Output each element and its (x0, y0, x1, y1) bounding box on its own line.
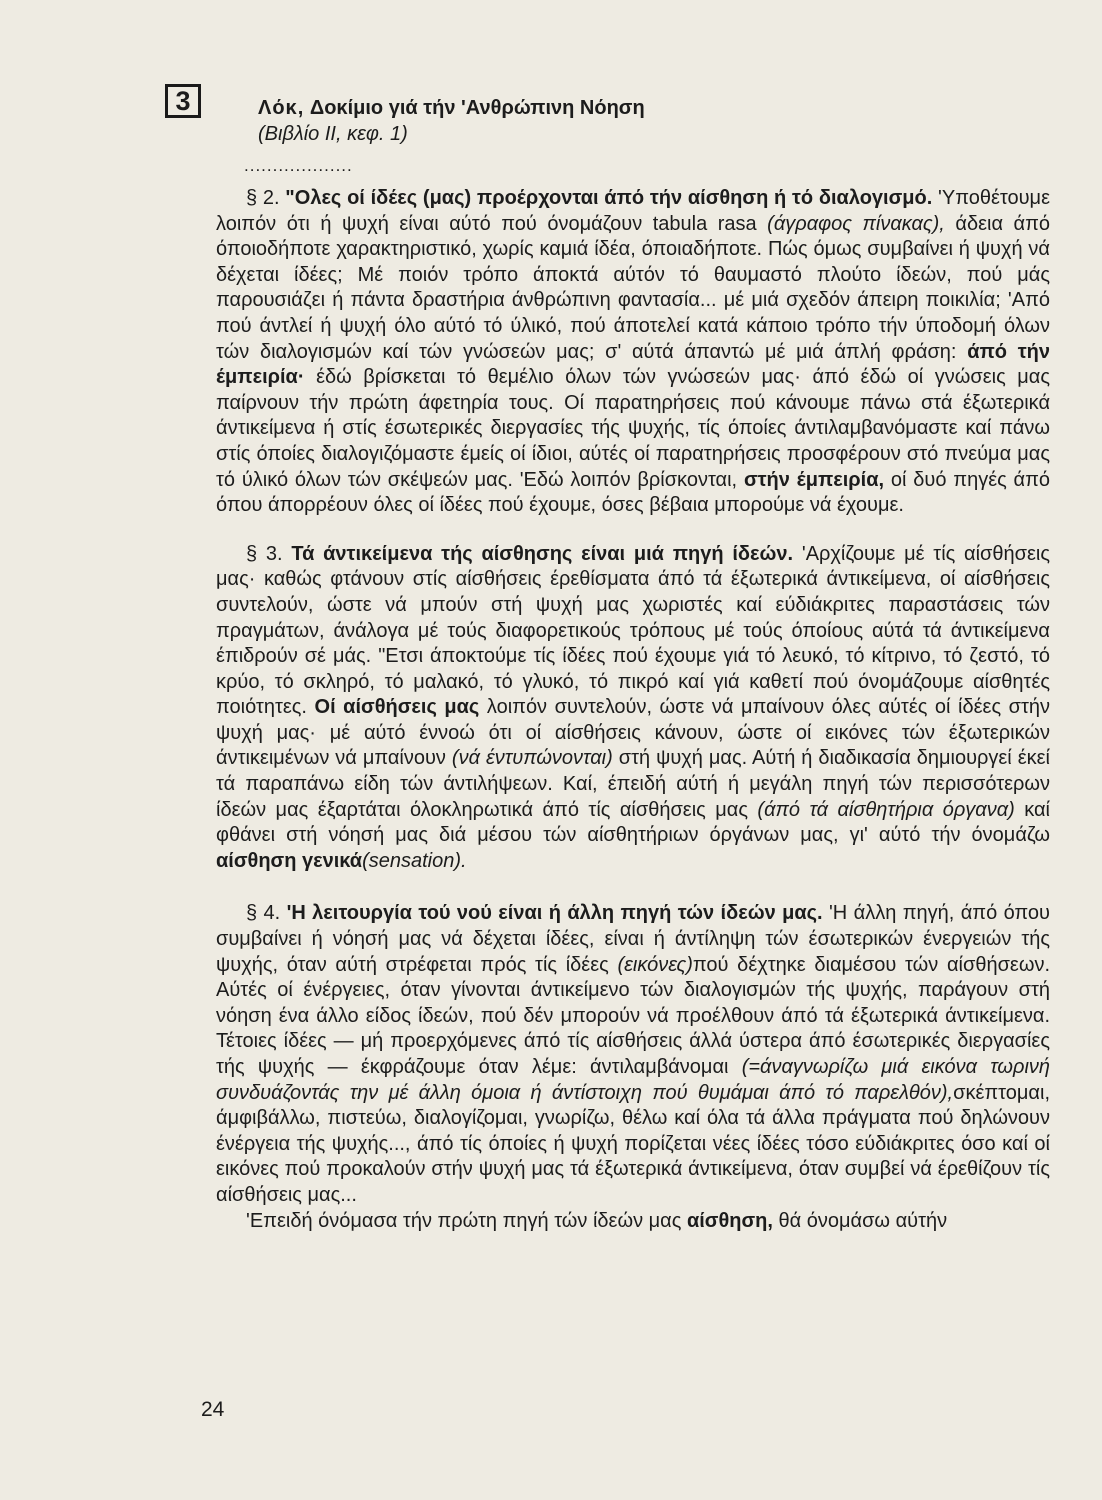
section-3-number: § 3. (246, 542, 283, 565)
section-3-bold-phrase: Οί αίσθήσεις μας (314, 696, 480, 719)
continuation-text: 'Επειδή όνόμασα τήν πρώτη πηγή τών ίδεών μας (246, 1209, 682, 1232)
section-2-text: άδεια άπό όποιοδήποτε χαρακτηριστικό, χωρίς καμιά ίδέα, όποιαδήποτε. Πώς όμως συμβαίνει ή ψυχή νά δέχεται ίδέες; Μέ ποιόν τρόπο άποκτά αύτόν τό θαυμαστό πλούτο ίδεών, πού μάς παρουσιάζει ή πάντα δραστήρια άνθρώπινη φαντασία... μέ μιά σχεδόν άπειρη ποικιλία; 'Από πού άντλεί ή ψυχή όλο αύτό τό ύλικό, πού άποτελεί κατά κάποιο τρόπο τήν ύποδομή όλων τών διαλογισμών καί τών γνώσεών μας; σ' αύτά άπαντώ μέ μιά άπλή φράση: (216, 212, 1051, 363)
section-3-text: λοιπόν συντελούν, ώστε νά μπαίνουν όλες αύτές οί ίδέες στήν ψυχή μας· μέ αύτό έννοώ ότι οί αίσθήσεις κάνουν, ώστε οί εικόνες τών έξωτερικών άντικειμένων νά μπαίνουν (216, 696, 1050, 770)
section-4-number: § 4. (246, 902, 281, 925)
section-3-heading: Τά άντικείμενα τής αίσθησης είναι μιά πηγή ίδεών. (291, 542, 794, 565)
section-number-box: 3 (165, 84, 201, 118)
section-2-bold-phrase: άπό τήν έμπειρία· (216, 340, 1051, 389)
section-4-italic: (εικόνες) (617, 953, 693, 976)
section-3-italic: (νά έντυπώνονται) (451, 747, 613, 770)
section-2-number: § 2. (246, 187, 280, 209)
section-2-bold-phrase: στήν έμπειρία, (743, 468, 885, 491)
section-2-heading: "Ολες οί ίδέες (μας) προέρχονται άπό τήν αίσθηση ή τό διαλογισμό. (285, 187, 933, 209)
book-chapter-reference: (Βιβλίο ΙΙ, κεφ. 1) (258, 123, 408, 145)
section-4-text: 'Η άλλη πηγή, άπό όπου συμβαίνει ή νόησή μας νά δέχεται ίδέες, είναι ή άντίληψη τών έσωτερικών ένεργειών τής ψυχής, όταν αύτή στρέφεται πρός τίς ίδέες (216, 902, 1050, 976)
paragraph-section-2 (216, 186, 1050, 519)
page-number: 24 (201, 1398, 225, 1421)
author-name: Λόκ, (258, 97, 305, 119)
section-3-bold-phrase: αίσθηση γενικά (216, 849, 363, 872)
paragraph-section-3 (216, 542, 1050, 875)
work-title: Δοκίμιο γιά τήν 'Ανθρώπινη Νόηση (309, 97, 645, 119)
continuation-bold-phrase: αίσθηση, (686, 1209, 773, 1232)
section-2-text: οί δυό πηγές άπό όπου άπορρέουν όλες οί ίδέες πού έχουμε, όσες βέβαια μπορούμε νά έχουμε. (216, 468, 1051, 517)
section-3-italic: (sensation). (362, 849, 467, 872)
section-4-heading: 'Η λειτουργία τού νού είναι ή άλλη πηγή τών ίδεών μας. (286, 902, 823, 925)
section-4-italic: (=άναγνωρίζω μιά εικόνα τωρινή συνδυάζοντάς την μέ άλλη όμοια ή άντίστοιχη πού θυμάμαι άπό τό παρελθόν), (216, 1056, 1051, 1104)
section-4-text: πού δέχτηκε διαμέσου τών αίσθήσεων. Αύτές οί ένέργειες, όταν γίνονται άντικείμενο τών διαλογισμών τής ψυχής, παράγουν στή νόηση ένα άλλο είδος ίδεών, πού δέν μπορούν νά προέλθουν άπό τά έξωτερικά άντικείμενα. Τέτοιες ίδέες — μή προερχόμενες άπό τίς αίσθήσεις άλλά ύστερα άπό έσωτερικές διεργασίες τής ψυχής — έκφράζουμε όταν λέμε: άντιλαμβάνομαι (216, 953, 1051, 1078)
body-text (216, 186, 1050, 1234)
section-2-italic: (άγραφος πίνακας), (767, 212, 945, 235)
section-4-text: σκέπτομαι, άμφιβάλλω, πιστεύω, διαλογίζομαι, γνωρίζω, θέλω καί όλα τά άλλα πράγματα πού δηλώνουν ένέργεια τής ψυχής..., άπό τίς όποίες ή ψυχή πορίζεται νέες ίδέες τόσο εύδιάκριτες όσο καί οί εικόνες πού προκαλούν στήν ψυχή μας τά έξωτερικά άντικείμενα, όταν συμβεί νά έρεθίζουν τίς αίσθήσεις μας... (216, 1081, 1050, 1206)
section-2-text: έδώ βρίσκεται τό θεμέλιο όλων τών γνώσεών μας· άπό έδώ οί γνώσεις μας παίρνουν τήν πρώτη άφετηρία τους. Οί παρατηρήσεις πού κάνουμε πάνω στά έξωτερικά άντικείμενα ή στίς έσωτερικές διεργασίες τής ψυχής, τίς όποίες άντιλαμβανόμαστε καί πάνω στίς όποίες διαλογιζόμαστε έμείς οί ίδιοι, αύτές οί παρατηρήσεις προσφέρουν στό πνεύμα μας τό ύλικό όλων τών σκέψεών μας. 'Εδώ λοιπόν βρίσκονται, (216, 366, 1050, 491)
section-3-text: καί φθάνει στή νόησή μας διά μέσου τών αίσθητήριων όργάνων μας, γι' αύτό τήν όνομάζω (216, 798, 1050, 847)
paragraph-section-4 (216, 901, 1050, 1208)
section-2-text: 'Υποθέτουμε λοιπόν ότι ή ψυχή είναι αύτό πού όνομάζουν tabula rasa (216, 187, 1050, 235)
section-3-text: στή ψυχή μας. Αύτή ή διαδικασία δημιουργεί έκεί τά παραπάνω είδη τών άντιλήψεων. Καί, έπειδή αύτή ή μεγάλη πηγή τών περισσότερων ίδεών μας έξαρτάται όλοκληρωτικά άπό τίς αίσθήσεις μας (216, 747, 1051, 821)
paragraph-continuation (216, 1209, 1050, 1235)
continuation-text: θά όνομάσω αύτήν (778, 1209, 948, 1232)
section-3-italic: (άπό τά αίσθητήρια όργανα) (757, 798, 1015, 821)
section-3-text: 'Αρχίζουμε μέ τίς αίσθήσεις μας· καθώς φτάνουν στίς αίσθήσεις έρεθίσματα άπό τά έξωτερικά άντικείμενα, οί αίσθήσεις συντελούν, ώστε νά μπούν στή ψυχή μας χωριστές καί εύδιάκριτες παραστάσεις τών πραγμάτων, άνάλογα μέ τούς διαφορετικούς τρόπους μέ τούς όποίους αύτά τά άντικείμενα έπιδρούν σέ μάς. "Ετσι άποκτούμε τίς ίδέες πού έχουμε γιά τό λευκό, τό κίτρινο, τό ζεστό, τό κρύο, τό σκληρό, τό μαλακό, τό γλυκό, τό πικρό καί γιά καθετί πού όνομάζουμε αίσθητές ποιότητες. (216, 542, 1050, 719)
omission-dots: ................... (244, 156, 353, 175)
source-heading (258, 95, 645, 147)
